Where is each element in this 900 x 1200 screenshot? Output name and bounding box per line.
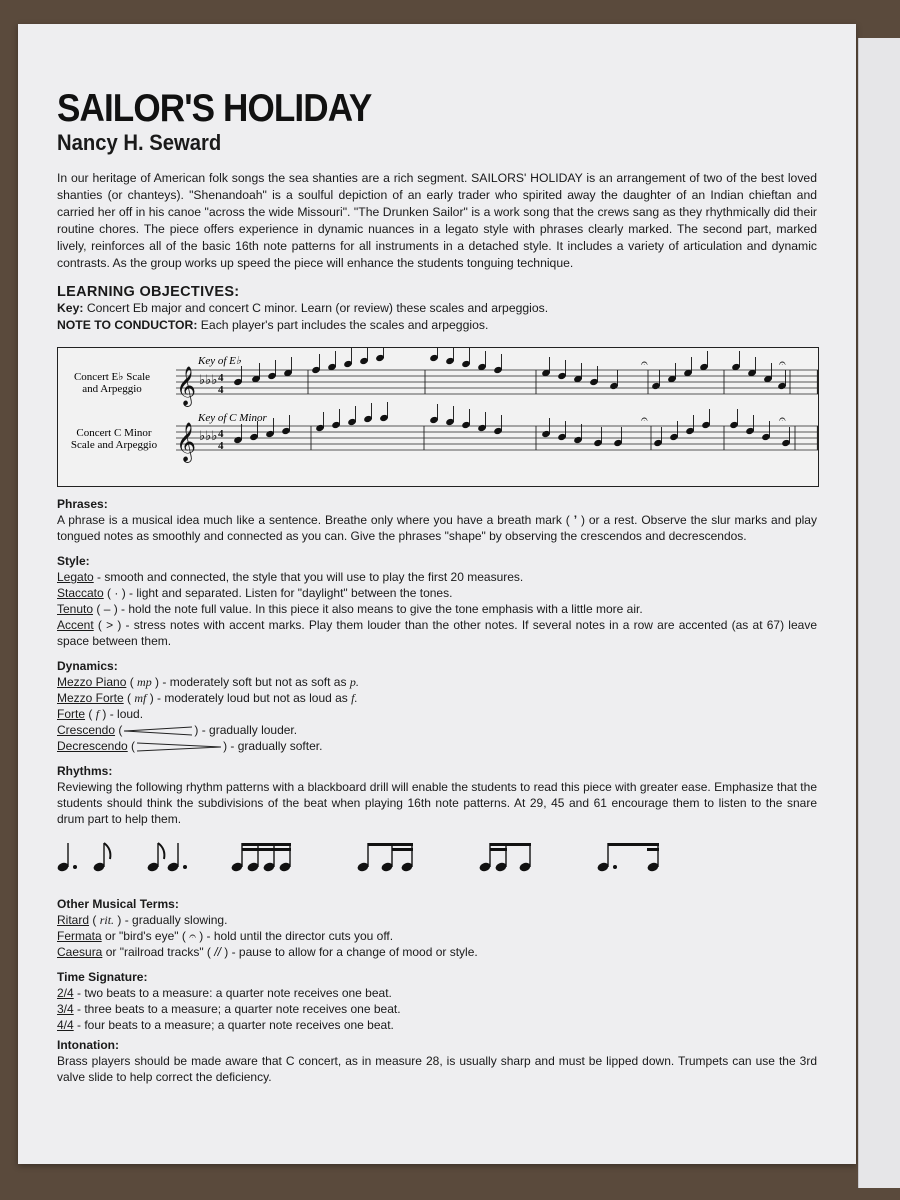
style-staccato xyxy=(57,585,817,601)
accent-term: Accent xyxy=(57,618,94,633)
time-sig-3-4 xyxy=(57,1001,817,1017)
rhythm-beam xyxy=(242,843,291,846)
intonation-heading: Intonation: xyxy=(57,1038,119,1053)
caesura-term: Caesura xyxy=(57,945,103,960)
caesura-icon: // xyxy=(214,945,221,960)
key-text: Concert Eb major and concert C minor. Learn (or review) these scales and arpeggios. xyxy=(86,301,549,316)
intro-paragraph: In our heritage of American folk songs the sea shanties are a rich segment. SAILORS' HOLIDAY is an arrangement of two of the best loved shanties (or chanteys). "Shenandoah" is a soulful depiction of an early trader who spirited away the daughter of an Indian chieftan and carried her off in his canoe "across the wide Missouri". "The Drunken Sailor" is a work song that the crews sang as they rhythmically did their routine chores. The piece offers experience in dynamic nuances in a legato style with phrases clearly marked. The second part, marked lively, reinforces all of the basic 16th note patterns for all instruments in a detached style. It includes a variety of articulation and dynamic contrasts. As the group works up speed the piece will enhance the students tonguing technique. xyxy=(57,171,817,270)
time-signature-heading: Time Signature: xyxy=(57,970,148,985)
key-signature-icon: ♭♭♭ xyxy=(199,373,218,389)
row1-label-1: Concert E♭ Scale xyxy=(73,371,151,384)
fermata-icon: 𝄐 xyxy=(779,412,786,427)
treble-clef-icon: 𝄞 xyxy=(176,366,197,407)
dynamics-mp: Mezzo Piano ( mp ) - moderately soft but not as soft as p. xyxy=(57,675,359,690)
staccato-icon: ( · ) xyxy=(103,586,130,601)
time-sig-2-4 xyxy=(57,985,817,1001)
sheet-page xyxy=(18,24,856,1164)
forte-term: Forte xyxy=(57,707,86,722)
staccato-term: Staccato xyxy=(57,586,104,601)
rhythm-beam xyxy=(490,848,507,851)
legato-text: - smooth and connected, the style that you will use to play the first 20 measures. xyxy=(93,570,524,585)
time-sig-4-4 xyxy=(57,1017,817,1033)
time-sig-4-4-text: - four beats to a measure; a quarter note receives one beat. xyxy=(73,1018,394,1033)
page-content xyxy=(57,88,817,1085)
legato-term: Legato xyxy=(57,570,94,585)
time-sig-3-4-text: - three beats to a measure; a quarter note receives one beat. xyxy=(73,1002,401,1017)
row2-label-2: Scale and Arpeggio xyxy=(70,439,158,452)
author-name: Nancy H. Seward xyxy=(57,130,222,155)
other-terms-heading: Other Musical Terms: xyxy=(57,897,179,912)
term-ritard: Ritard ( rit. ) - gradually slowing. xyxy=(57,913,228,928)
rhythm-beam xyxy=(392,848,413,851)
forte-text: ) - loud. xyxy=(99,707,144,722)
rhythm-dot xyxy=(183,865,187,869)
rhythm-dot xyxy=(613,865,617,869)
dynamics-mf: Mezzo Forte ( mf ) - moderately loud but not as loud as f. xyxy=(57,691,358,706)
time-sig-2-4-term: 2/4 xyxy=(57,986,74,1001)
term-fermata xyxy=(57,928,817,944)
decrescendo-term: Decrescendo xyxy=(57,739,128,754)
accent-text: - stress notes with accent marks. Play them louder than the other notes. If several notes in a row are accented (as at 67) leave space between them. xyxy=(57,618,817,649)
time-signature-bottom: 4 xyxy=(218,440,224,453)
phrases-text xyxy=(57,512,817,544)
tenuto-text: - hold the note full value. In this piece it also means to give the tone emphasis with a little more air. xyxy=(121,602,643,617)
phrases-text-b: ) or a rest. Observe the slur marks and play tongued notes as smoothly and connected as you can. Give the phrases "shape" by observing the crescendos and decrescendos. xyxy=(57,513,817,544)
rhythm-dot xyxy=(73,865,77,869)
page-title: SAILOR'S HOLIDAY xyxy=(57,87,372,130)
dynamics-decrescendo: Decrescendo ( ) - gradually softer. xyxy=(57,739,323,754)
style-heading: Style: xyxy=(57,554,90,569)
mp-icon: mp xyxy=(137,675,152,690)
rhythm-flag xyxy=(104,843,110,859)
rhythm-flag xyxy=(158,843,164,859)
row1-key-label: Key of E♭ xyxy=(198,355,242,368)
mp-term: Mezzo Piano xyxy=(57,675,127,690)
rhythms-heading: Rhythms: xyxy=(57,764,113,779)
fermata-icon: 𝄐 xyxy=(641,412,648,427)
ritard-text: ) - gradually slowing. xyxy=(114,913,228,928)
fermata-icon: 𝄐 xyxy=(779,356,786,371)
conductor-note-line xyxy=(57,317,817,334)
rhythm-beam xyxy=(490,843,531,846)
rhythm-patterns xyxy=(57,827,817,887)
accent-icon: ( > ) xyxy=(93,618,126,633)
dynamics-forte: Forte ( f ) - loud. xyxy=(57,707,144,722)
fermata-icon: 𝄐 xyxy=(189,929,196,944)
row2-key-label: Key of C Minor xyxy=(198,412,267,425)
caesura-mid: or "railroad tracks" ( xyxy=(102,945,215,960)
scales-notation xyxy=(58,348,818,486)
crescendo-hairpin-icon xyxy=(122,726,194,736)
key-line xyxy=(57,300,817,317)
dynamics-crescendo: Crescendo ( ) - gradually louder. xyxy=(57,723,298,738)
time-sig-2-4-text: - two beats to a measure: a quarter note receives one beat. xyxy=(73,986,392,1001)
fermata-mid: or "bird's eye" ( xyxy=(101,929,190,944)
fermata-term: Fermata xyxy=(57,929,102,944)
rhythm-beam xyxy=(242,848,291,851)
forte-icon: f xyxy=(95,707,100,722)
phrases-heading: Phrases: xyxy=(57,497,108,512)
ritard-icon: rit. xyxy=(99,913,115,928)
decrescendo-text: ) - gradually softer. xyxy=(223,739,323,754)
fermata-text: ) - hold until the director cuts you off. xyxy=(195,929,394,944)
rhythm-beam xyxy=(608,843,659,846)
rhythms-text: Reviewing the following rhythm patterns with a blackboard drill will enable the students to read this piece with greater ease. Emphasize that the students should think the subdivisions of the beat when playing 16th note patterns. At 29, 45 and 61 encourage them to listen to the snare drum part to help them. xyxy=(57,780,817,827)
crescendo-text: ) - gradually louder. xyxy=(194,723,298,738)
time-sig-4-4-term: 4/4 xyxy=(57,1018,74,1033)
treble-clef-icon: 𝄞 xyxy=(176,422,197,463)
fermata-icon: 𝄐 xyxy=(641,356,648,371)
time-sig-3-4-term: 3/4 xyxy=(57,1002,74,1017)
decrescendo-hairpin-icon xyxy=(135,742,223,752)
conductor-note-text: Each player's part includes the scales and arpeggios. xyxy=(200,318,489,333)
row1-label-2: and Arpeggio xyxy=(82,383,142,396)
time-signature-top: 4 xyxy=(218,372,224,385)
caesura-text: ) - pause to allow for a change of mood or style. xyxy=(220,945,478,960)
time-signature-top: 4 xyxy=(218,428,224,441)
phrases-text-a: A phrase is a musical idea much like a sentence. Breathe only where you have a breath mark ( xyxy=(57,513,570,528)
staccato-text: - light and separated. Listen for "daylight" between the tones. xyxy=(129,586,453,601)
scales-music-box xyxy=(57,347,819,487)
style-legato xyxy=(57,569,817,585)
key-label: Key: xyxy=(57,301,84,316)
mf-icon: mf xyxy=(134,691,147,706)
rhythm-beam xyxy=(647,848,659,851)
mf-text: ) - moderately loud but not as loud as xyxy=(146,691,352,706)
key-signature-icon: ♭♭♭ xyxy=(199,429,218,445)
intonation-text: Brass players should be made aware that C concert, as in measure 28, is usually sharp and must be lipped down. Trumpets can use the 3rd valve slide to help correct the deficiency. xyxy=(57,1054,817,1085)
row2-label-1: Concert C Minor xyxy=(76,427,152,440)
mp-end: p. xyxy=(349,675,359,690)
tenuto-icon: ( – ) xyxy=(93,602,122,617)
crescendo-term: Crescendo xyxy=(57,723,116,738)
ritard-term: Ritard xyxy=(57,913,90,928)
conductor-note-label: NOTE TO CONDUCTOR: xyxy=(57,318,198,333)
rhythm-patterns-notation xyxy=(57,827,817,887)
learning-objectives-heading: LEARNING OBJECTIVES: xyxy=(57,284,240,301)
mf-term: Mezzo Forte xyxy=(57,691,124,706)
term-caesura xyxy=(57,944,817,960)
style-accent xyxy=(57,617,817,649)
rhythm-beam xyxy=(368,843,413,846)
time-signature-bottom: 4 xyxy=(218,384,224,397)
tenuto-term: Tenuto xyxy=(57,602,94,617)
mp-text: ) - moderately soft but not as soft as xyxy=(151,675,350,690)
dynamics-heading: Dynamics: xyxy=(57,659,118,674)
mf-end: f. xyxy=(351,691,358,706)
style-tenuto xyxy=(57,601,817,617)
adjacent-page-edge xyxy=(858,38,900,1188)
breath-mark-icon: ʼ xyxy=(573,513,578,528)
